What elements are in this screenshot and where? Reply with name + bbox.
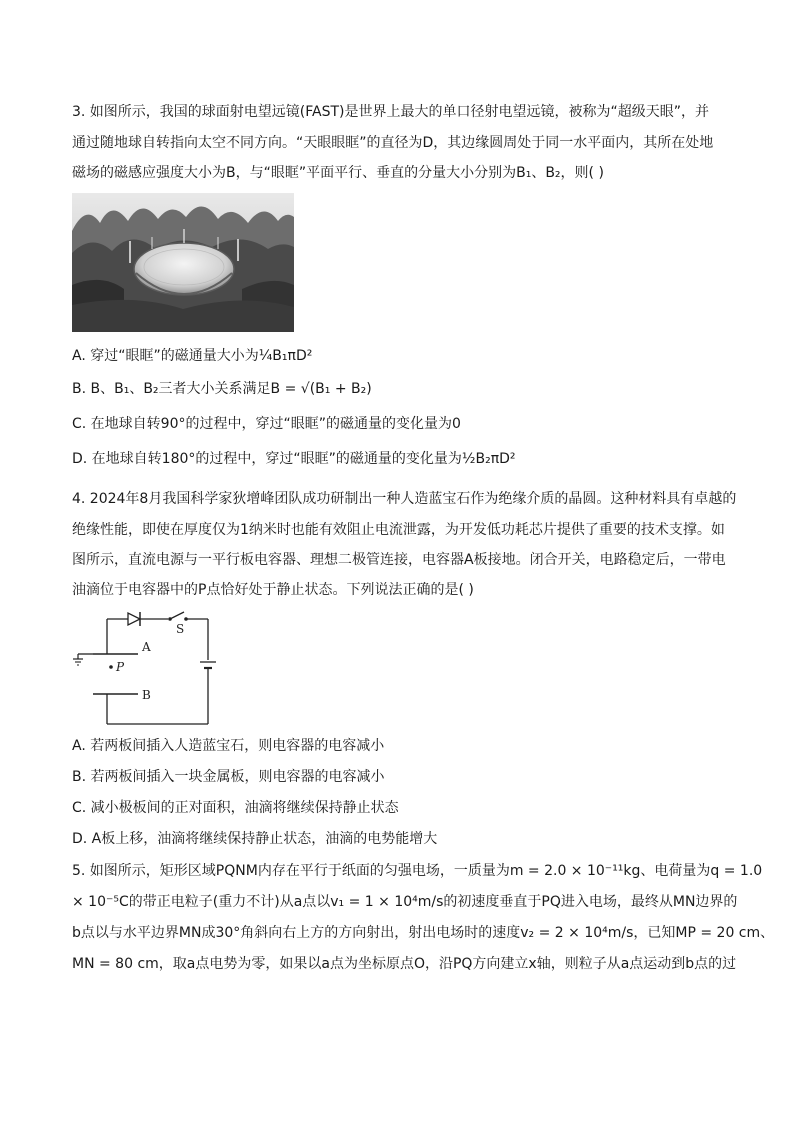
q3-option-c: C. 在地球自转90°的过程中，穿过“眼眶”的磁通量的变化量为0 — [72, 416, 461, 432]
q3-stem-line-1: 3. 如图所示，我国的球面射电望远镜(FAST)是世界上最大的单口径射电望远镜，被称为“超级天眼”，并 — [72, 104, 710, 120]
q4-option-a: A. 若两板间插入人造蓝宝石，则电容器的电容减小 — [72, 738, 385, 754]
q3-option-a: A. 穿过“眼眶”的磁通量大小为¼B₁πD² — [72, 348, 313, 364]
q4-stem-line-3: 图所示，直流电源与一平行板电容器、理想二极管连接，电容器A板接地。闭合开关，电路稳定后，一带电 — [72, 552, 726, 568]
diode-icon — [128, 612, 140, 626]
switch-label: S — [176, 622, 185, 636]
q3-stem-line-3: 磁场的磁感应强度大小为B，与“眼眶”平面平行、垂直的分量大小分别为B₁、B₂，则( ) — [72, 165, 604, 181]
q5-line-2: × 10⁻⁵C的带正电粒子(重力不计)从a点以v₁ = 1 × 10⁴m/s的初速度垂直于PQ进入电场，最终从MN边界的 — [72, 894, 738, 910]
capacitor-circuit-diagram — [72, 605, 222, 727]
q3-option-d: D. 在地球自转180°的过程中，穿过“眼眶”的磁通量的变化量为½B₂πD² — [72, 451, 516, 467]
switch-icon — [168, 612, 188, 621]
plate-a-label: A — [142, 640, 151, 654]
q4-stem-line-1: 4. 2024年8月我国科学家狄增峰团队成功研制出一种人造蓝宝石作为绝缘介质的晶圆。这种材料具有卓越的 — [72, 491, 737, 507]
battery-icon — [200, 662, 216, 668]
q3-option-b: B. B、B₁、B₂三者大小关系满足B = √(B₁ + B₂) — [72, 381, 372, 397]
ground-icon — [73, 654, 83, 665]
q3-stem-line-2: 通过随地球自转指向太空不同方向。“天眼眼眶”的直径为D，其边缘圆周处于同一水平面内，其所在处地 — [72, 135, 714, 151]
q5-line-1: 5. 如图所示，矩形区域PQNM内存在平行于纸面的匀强电场，一质量为m = 2.0 × 10⁻¹¹kg、电荷量为q = 1.0 — [72, 863, 763, 879]
q4-stem-line-2: 绝缘性能，即使在厚度仅为1纳米时也能有效阻止电流泄露，为开发低功耗芯片提供了重要的技术支撑。如 — [72, 522, 725, 538]
q4-option-d: D. A板上移，油滴将继续保持静止状态，油滴的电势能增大 — [72, 831, 438, 847]
plate-b-label: B — [142, 688, 151, 702]
q4-option-b: B. 若两板间插入一块金属板，则电容器的电容减小 — [72, 769, 385, 785]
q5-line-3: b点以与水平边界MN成30°角斜向右上方的方向射出，射出电场时的速度v₂ = 2 × 10⁴m/s，已知MP = 20 cm、 — [72, 925, 775, 941]
q5-line-4: MN = 80 cm，取a点电势为零，如果以a点为坐标原点O，沿PQ方向建立x轴，则粒子从a点运动到b点的过 — [72, 956, 737, 972]
q4-option-c: C. 减小极板间的正对面积，油滴将继续保持静止状态 — [72, 800, 399, 816]
q4-stem-line-4: 油滴位于电容器中的P点恰好处于静止状态。下列说法正确的是( ) — [72, 582, 474, 598]
point-p-dot — [109, 665, 113, 669]
fast-telescope-photo — [72, 193, 294, 332]
point-p-label: P — [116, 660, 125, 674]
